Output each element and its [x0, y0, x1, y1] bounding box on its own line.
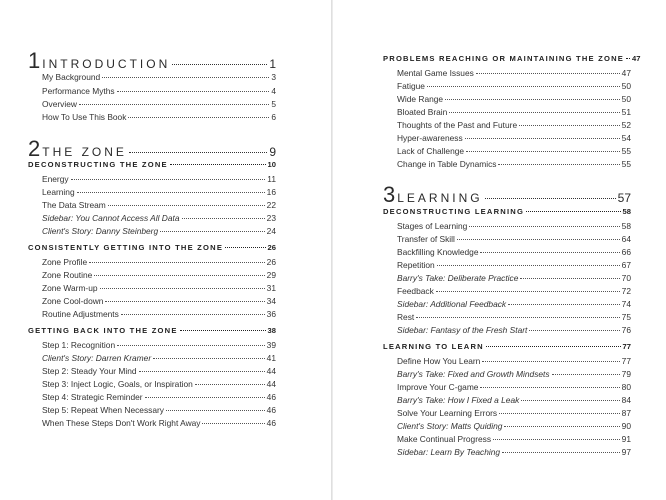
- chapter-title: THE ZONE: [42, 145, 127, 159]
- entry-title: Feedback: [397, 286, 434, 296]
- toc-entry[interactable]: [28, 379, 276, 389]
- entry-title: Sidebar: Fantasy of the Fresh Start: [397, 325, 528, 335]
- page-number: 22: [266, 200, 276, 210]
- toc-entry[interactable]: [383, 434, 631, 444]
- page-number: 38: [267, 326, 276, 335]
- page-number: 58: [622, 207, 631, 216]
- entry-title: Zone Cool-down: [42, 296, 104, 306]
- section-heading[interactable]: [28, 326, 276, 335]
- toc-entry[interactable]: [383, 369, 631, 379]
- dot-leader: [71, 179, 266, 180]
- page-number: 55: [621, 159, 631, 169]
- page-number: 91: [621, 434, 631, 444]
- section-heading[interactable]: [28, 243, 276, 252]
- page-number: 46: [266, 418, 276, 428]
- dot-leader: [445, 99, 620, 100]
- toc-entry[interactable]: [383, 395, 631, 405]
- toc-entry[interactable]: [383, 234, 631, 244]
- dot-leader: [139, 371, 265, 372]
- entry-title: Routine Adjustments: [42, 309, 119, 319]
- toc-entry[interactable]: [383, 247, 631, 257]
- page-number: 46: [266, 392, 276, 402]
- toc-entry[interactable]: [383, 260, 631, 270]
- dot-leader: [466, 151, 620, 152]
- dot-leader: [182, 218, 265, 219]
- dot-leader: [153, 358, 265, 359]
- page-number: 44: [266, 366, 276, 376]
- section-heading[interactable]: [383, 207, 631, 216]
- entry-title: Mental Game Issues: [397, 68, 474, 78]
- dot-leader: [416, 317, 619, 318]
- entry-title: Make Continual Progress: [397, 434, 492, 444]
- dot-leader: [521, 400, 619, 401]
- page-number: 26: [266, 257, 276, 267]
- page-number: 67: [621, 260, 631, 270]
- dot-leader: [480, 252, 619, 253]
- toc-entry[interactable]: [383, 273, 631, 283]
- toc-entry[interactable]: [383, 68, 631, 78]
- toc-entry[interactable]: [383, 133, 631, 143]
- entry-title: Barry's Take: Deliberate Practice: [397, 273, 519, 283]
- entry-title: How To Use This Book: [42, 112, 127, 122]
- chapter-2-heading[interactable]: [28, 138, 276, 160]
- page-number: 9: [269, 145, 276, 159]
- section-title: DECONSTRUCTING THE ZONE: [28, 160, 168, 169]
- page-number: 77: [621, 356, 631, 366]
- page-number: 3: [271, 72, 276, 82]
- entry-title: Improve Your C-game: [397, 382, 479, 392]
- entry-title: My Background: [42, 72, 101, 82]
- toc-entry[interactable]: [28, 340, 276, 350]
- page-number: 11: [267, 174, 276, 184]
- page-number: 80: [621, 382, 631, 392]
- entry-title: Fatigue: [397, 81, 425, 91]
- page-number: 84: [621, 395, 631, 405]
- toc-entry[interactable]: [28, 86, 276, 96]
- section-title: PROBLEMS REACHING OR MAINTAINING THE ZONE: [383, 54, 625, 63]
- dot-leader: [195, 384, 265, 385]
- page-number: 58: [621, 221, 631, 231]
- toc-entry[interactable]: [28, 112, 276, 122]
- toc-entry[interactable]: [28, 213, 276, 223]
- toc-entry[interactable]: [383, 421, 631, 431]
- toc-entry[interactable]: [28, 392, 276, 402]
- dot-leader: [437, 265, 620, 266]
- section-heading[interactable]: [383, 54, 641, 63]
- dot-leader: [427, 86, 620, 87]
- page-number: 79: [621, 369, 631, 379]
- entry-title: Sidebar: Additional Feedback: [397, 299, 507, 309]
- toc-entry[interactable]: [28, 270, 276, 280]
- page-number: 29: [266, 270, 276, 280]
- dot-leader: [77, 192, 265, 193]
- page-number: 72: [621, 286, 631, 296]
- dot-leader: [485, 198, 616, 199]
- toc-entry[interactable]: [383, 408, 631, 418]
- page-number: 64: [621, 234, 631, 244]
- toc-entry[interactable]: [383, 286, 631, 296]
- toc-entry[interactable]: [28, 200, 276, 210]
- entry-title: Transfer of Skill: [397, 234, 455, 244]
- toc-entry[interactable]: [383, 382, 631, 392]
- toc-entry[interactable]: [383, 221, 631, 231]
- toc-entry[interactable]: [28, 309, 276, 319]
- dot-leader: [166, 410, 265, 411]
- entry-title: Zone Profile: [42, 257, 88, 267]
- entry-title: Hyper-awareness: [397, 133, 463, 143]
- dot-leader: [94, 275, 264, 276]
- entry-title: Solve Your Learning Errors: [397, 408, 498, 418]
- dot-leader: [469, 226, 619, 227]
- toc-entry[interactable]: [383, 120, 631, 130]
- entry-title: Sidebar: Learn By Teaching: [397, 447, 501, 457]
- page-number: 39: [266, 340, 276, 350]
- chapter-3-heading[interactable]: [383, 184, 631, 206]
- toc-entry[interactable]: [383, 356, 631, 366]
- dot-leader: [102, 77, 269, 78]
- dot-leader: [465, 138, 620, 139]
- dot-leader: [225, 247, 265, 248]
- page-number: 75: [621, 312, 631, 322]
- dot-leader: [202, 423, 264, 424]
- entry-title: Lack of Challenge: [397, 146, 465, 156]
- dot-leader: [626, 58, 630, 59]
- dot-leader: [105, 301, 264, 302]
- entry-title: Thoughts of the Past and Future: [397, 120, 518, 130]
- chapter-title: LEARNING: [397, 191, 483, 205]
- dot-leader: [128, 117, 269, 118]
- toc-entry[interactable]: [28, 296, 276, 306]
- page-number: 34: [266, 296, 276, 306]
- chapter-number: 3: [383, 182, 396, 207]
- page-number: 24: [266, 226, 276, 236]
- page-number: 47: [621, 68, 631, 78]
- book-gutter: [331, 0, 333, 500]
- section-heading[interactable]: [383, 342, 631, 351]
- toc-entry[interactable]: [28, 353, 276, 363]
- page-number: 66: [621, 247, 631, 257]
- page-number: 51: [621, 107, 631, 117]
- chapter-title: INTRODUCTION: [42, 57, 171, 71]
- entry-title: Barry's Take: How I Fixed a Leak: [397, 395, 520, 405]
- dot-leader: [79, 104, 269, 105]
- dot-leader: [520, 278, 619, 279]
- dot-leader: [480, 387, 619, 388]
- entry-title: Client's Story: Danny Steinberg: [42, 226, 159, 236]
- dot-leader: [180, 330, 266, 331]
- toc-entry[interactable]: [383, 299, 631, 309]
- page-number: 47: [632, 54, 641, 63]
- page-number: 23: [266, 213, 276, 223]
- toc-entry[interactable]: [28, 366, 276, 376]
- entry-title: Sidebar: You Cannot Access All Data: [42, 213, 180, 223]
- entry-title: Overview: [42, 99, 77, 109]
- entry-title: Step 3: Inject Logic, Goals, or Inspiration: [42, 379, 193, 389]
- page-number: 46: [266, 405, 276, 415]
- entry-title: Repetition: [397, 260, 435, 270]
- toc-entry[interactable]: [28, 283, 276, 293]
- page-number: 55: [621, 146, 631, 156]
- entry-title: Step 5: Repeat When Necessary: [42, 405, 164, 415]
- dot-leader: [526, 211, 620, 212]
- entry-title: Step 4: Strategic Reminder: [42, 392, 143, 402]
- chapter-1-heading[interactable]: [28, 50, 276, 72]
- dot-leader: [436, 291, 620, 292]
- dot-leader: [498, 164, 619, 165]
- page-number: 10: [267, 160, 276, 169]
- toc-entry[interactable]: [383, 146, 631, 156]
- page-number: 6: [271, 112, 276, 122]
- entry-title: Learning: [42, 187, 75, 197]
- entry-title: When These Steps Don't Work Right Away: [42, 418, 201, 428]
- page-number: 1: [269, 57, 276, 71]
- dot-leader: [170, 164, 266, 165]
- dot-leader: [121, 314, 265, 315]
- page-number: 16: [266, 187, 276, 197]
- page-number: 90: [621, 421, 631, 431]
- section-title: GETTING BACK INTO THE ZONE: [28, 326, 178, 335]
- dot-leader: [117, 345, 265, 346]
- dot-leader: [449, 112, 619, 113]
- dot-leader: [145, 397, 265, 398]
- page-number: 74: [621, 299, 631, 309]
- page-number: 97: [621, 447, 631, 457]
- page-number: 76: [621, 325, 631, 335]
- page-number: 50: [621, 94, 631, 104]
- entry-title: Wide Range: [397, 94, 444, 104]
- page-number: 4: [271, 86, 276, 96]
- section-title: DECONSTRUCTING LEARNING: [383, 207, 525, 216]
- dot-leader: [504, 426, 619, 427]
- entry-title: Bloated Brain: [397, 107, 448, 117]
- dot-leader: [117, 91, 270, 92]
- page-number: 26: [267, 243, 276, 252]
- dot-leader: [519, 125, 620, 126]
- entry-title: Energy: [42, 174, 69, 184]
- page-number: 52: [621, 120, 631, 130]
- page-number: 5: [271, 99, 276, 109]
- entry-title: Define How You Learn: [397, 356, 481, 366]
- toc-entry[interactable]: [28, 257, 276, 267]
- entry-title: Backfilling Knowledge: [397, 247, 479, 257]
- toc-entry[interactable]: [383, 81, 631, 91]
- dot-leader: [160, 231, 265, 232]
- toc-entry[interactable]: [28, 405, 276, 415]
- dot-leader: [529, 330, 619, 331]
- page-number: 77: [622, 342, 631, 351]
- toc-entry[interactable]: [383, 94, 631, 104]
- dot-leader: [482, 361, 619, 362]
- page-number: 36: [266, 309, 276, 319]
- dot-leader: [100, 288, 265, 289]
- dot-leader: [129, 152, 267, 153]
- entry-title: Barry's Take: Fixed and Growth Mindsets: [397, 369, 550, 379]
- dot-leader: [89, 262, 265, 263]
- toc-entry[interactable]: [28, 418, 276, 428]
- section-title: CONSISTENTLY GETTING INTO THE ZONE: [28, 243, 224, 252]
- entry-title: Zone Warm-up: [42, 283, 98, 293]
- dot-leader: [172, 64, 267, 65]
- page-number: 57: [617, 191, 631, 205]
- page-number: 50: [621, 81, 631, 91]
- entry-title: Step 2: Steady Your Mind: [42, 366, 137, 376]
- dot-leader: [499, 413, 620, 414]
- entry-title: Performance Myths: [42, 86, 115, 96]
- entry-title: Stages of Learning: [397, 221, 468, 231]
- chapter-number: 1: [28, 48, 41, 73]
- entry-title: Rest: [397, 312, 415, 322]
- entry-title: Client's Story: Matts Quiding: [397, 421, 503, 431]
- toc-entry[interactable]: [28, 99, 276, 109]
- page-number: 87: [621, 408, 631, 418]
- section-title: LEARNING TO LEARN: [383, 342, 484, 351]
- dot-leader: [493, 439, 620, 440]
- section-heading[interactable]: [28, 160, 276, 169]
- toc-entry[interactable]: [28, 174, 276, 184]
- page-number: 44: [266, 379, 276, 389]
- toc-entry[interactable]: [28, 187, 276, 197]
- toc-entry[interactable]: [28, 72, 276, 82]
- page-number: 70: [621, 273, 631, 283]
- toc-entry[interactable]: [383, 325, 631, 335]
- page-number: 41: [266, 353, 276, 363]
- toc-entry[interactable]: [28, 226, 276, 236]
- toc-entry[interactable]: [383, 159, 631, 169]
- chapter-number: 2: [28, 136, 41, 161]
- entry-title: Client's Story: Darren Kramer: [42, 353, 152, 363]
- page-number: 54: [621, 133, 631, 143]
- dot-leader: [108, 205, 265, 206]
- page-number: 31: [266, 283, 276, 293]
- dot-leader: [508, 304, 620, 305]
- toc-entry[interactable]: [383, 312, 631, 322]
- dot-leader: [486, 346, 621, 347]
- dot-leader: [502, 452, 620, 453]
- entry-title: Zone Routine: [42, 270, 93, 280]
- entry-title: The Data Stream: [42, 200, 106, 210]
- entry-title: Change in Table Dynamics: [397, 159, 497, 169]
- dot-leader: [476, 73, 620, 74]
- dot-leader: [457, 239, 620, 240]
- entry-title: Step 1: Recognition: [42, 340, 116, 350]
- toc-entry[interactable]: [383, 107, 631, 117]
- dot-leader: [552, 374, 620, 375]
- toc-entry[interactable]: [383, 447, 631, 457]
